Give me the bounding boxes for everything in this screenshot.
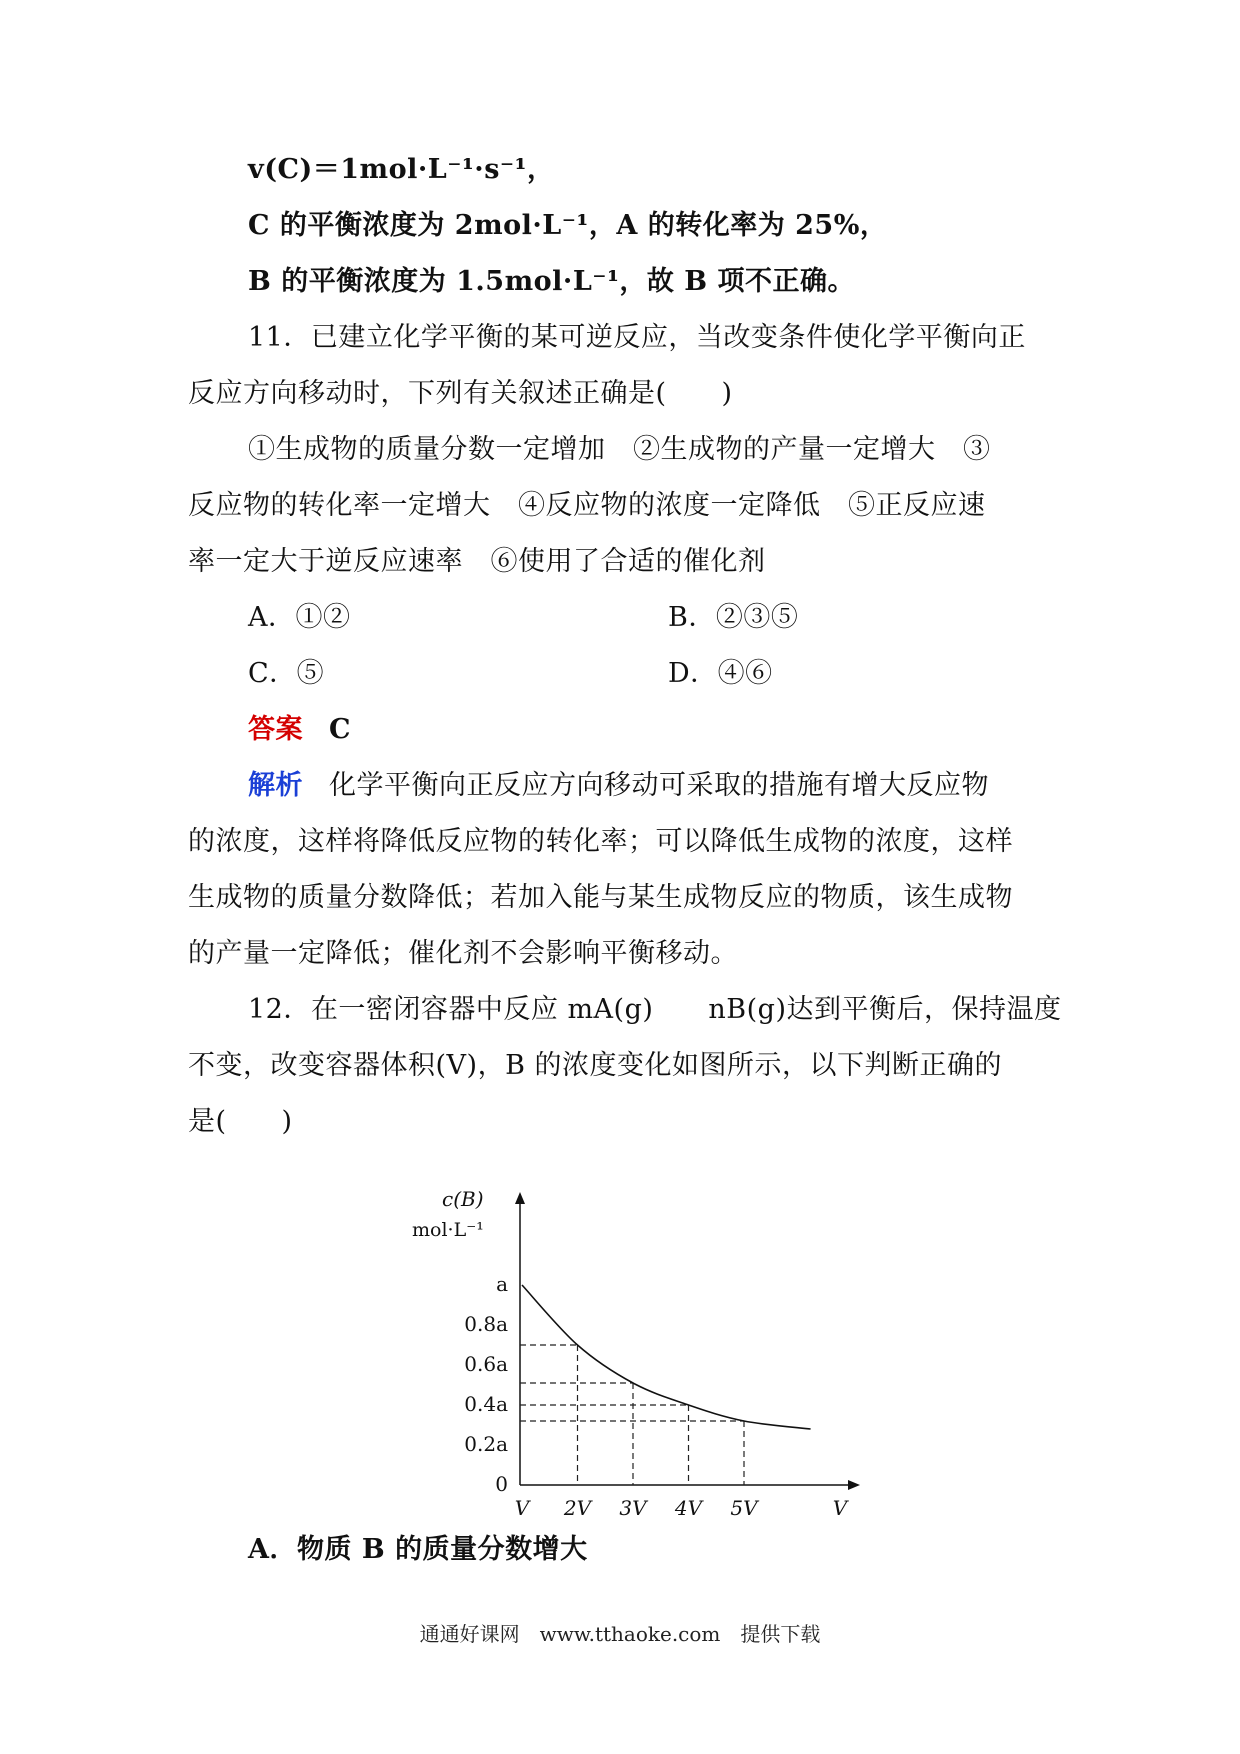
- intro-line-2: C 的平衡浓度为 2mol·L⁻¹，A 的转化率为 25%，: [248, 210, 888, 241]
- y-tick-label: 0.8a: [464, 1312, 508, 1336]
- q11-analysis-line-4: 的产量一定降低；催化剂不会影响平衡移动。: [188, 938, 738, 969]
- q12-line-1: 12．在一密闭容器中反应 mA(g) nB(g)达到平衡后，保持温度: [248, 994, 1062, 1025]
- x-axis-arrow: [848, 1480, 860, 1490]
- q11-line-1: 11．已建立化学平衡的某可逆反应，当改变条件使化学平衡向正: [248, 322, 1026, 353]
- q11-option-a: A．①②: [248, 602, 351, 633]
- x-tick-label: 2V: [563, 1496, 592, 1520]
- answer-label: 答案: [248, 714, 303, 745]
- intro-line-3: B 的平衡浓度为 1.5mol·L⁻¹，故 B 项不正确。: [248, 266, 856, 297]
- y-axis-unit: mol·L⁻¹: [412, 1219, 484, 1241]
- q11-statement-2: 反应物的转化率一定增大 ④反应物的浓度一定降低 ⑤正反应速: [188, 490, 986, 521]
- x-tick-label: 5V: [730, 1496, 758, 1520]
- y-axis-label: c(B): [442, 1187, 484, 1211]
- x-tick-label: 4V: [674, 1496, 703, 1520]
- q11-analysis-line-1: [248, 766, 989, 806]
- q11-statement-3: 率一定大于逆反应速率 ⑥使用了合适的催化剂: [188, 546, 766, 577]
- q11-statement-1: ①生成物的质量分数一定增加 ②生成物的产量一定增大 ③: [248, 434, 991, 465]
- x-tick-label: V: [514, 1496, 530, 1520]
- q11-line-2: 反应方向移动时，下列有关叙述正确是( ): [188, 378, 733, 409]
- intro-line-1: v(C)＝1mol·L⁻¹·s⁻¹，: [248, 154, 555, 185]
- x-tick-label: 3V: [619, 1496, 647, 1520]
- footer-source: 通通好课网 www.tthaoke.com 提供下载: [419, 1622, 821, 1646]
- y-tick-label: 0.4a: [464, 1392, 508, 1416]
- q11-analysis-line-3: 生成物的质量分数降低；若加入能与某生成物反应的物质，该生成物: [188, 882, 1013, 913]
- q11-option-c: C．⑤: [248, 658, 325, 689]
- y-tick-label: 0.2a: [464, 1432, 508, 1456]
- concentration-graph: [412, 1180, 880, 1520]
- analysis-text: 化学平衡向正反应方向移动可采取的措施有增大反应物: [329, 770, 989, 801]
- q12-line-3: 是( ): [188, 1106, 293, 1137]
- answer-value: C: [329, 714, 351, 745]
- y-axis-arrow: [515, 1192, 525, 1204]
- q11-option-d: D．④⑥: [668, 658, 773, 689]
- q11-answer: [248, 710, 351, 750]
- q11-analysis-line-2: 的浓度，这样将降低反应物的转化率；可以降低生成物的浓度，这样: [188, 826, 1013, 857]
- y-tick-label: 0.6a: [464, 1352, 508, 1376]
- y-tick-label: a: [496, 1272, 508, 1296]
- q12-line-2: 不变，改变容器体积(V)，B 的浓度变化如图所示，以下判断正确的: [188, 1050, 1002, 1081]
- q12-option-a: A．物质 B 的质量分数增大: [248, 1534, 588, 1565]
- x-axis-label: V: [832, 1496, 848, 1520]
- y-tick-label: 0: [495, 1472, 508, 1496]
- concentration-curve: [522, 1285, 811, 1429]
- analysis-label: 解析: [248, 770, 303, 801]
- q11-option-b: B．②③⑤: [668, 602, 799, 633]
